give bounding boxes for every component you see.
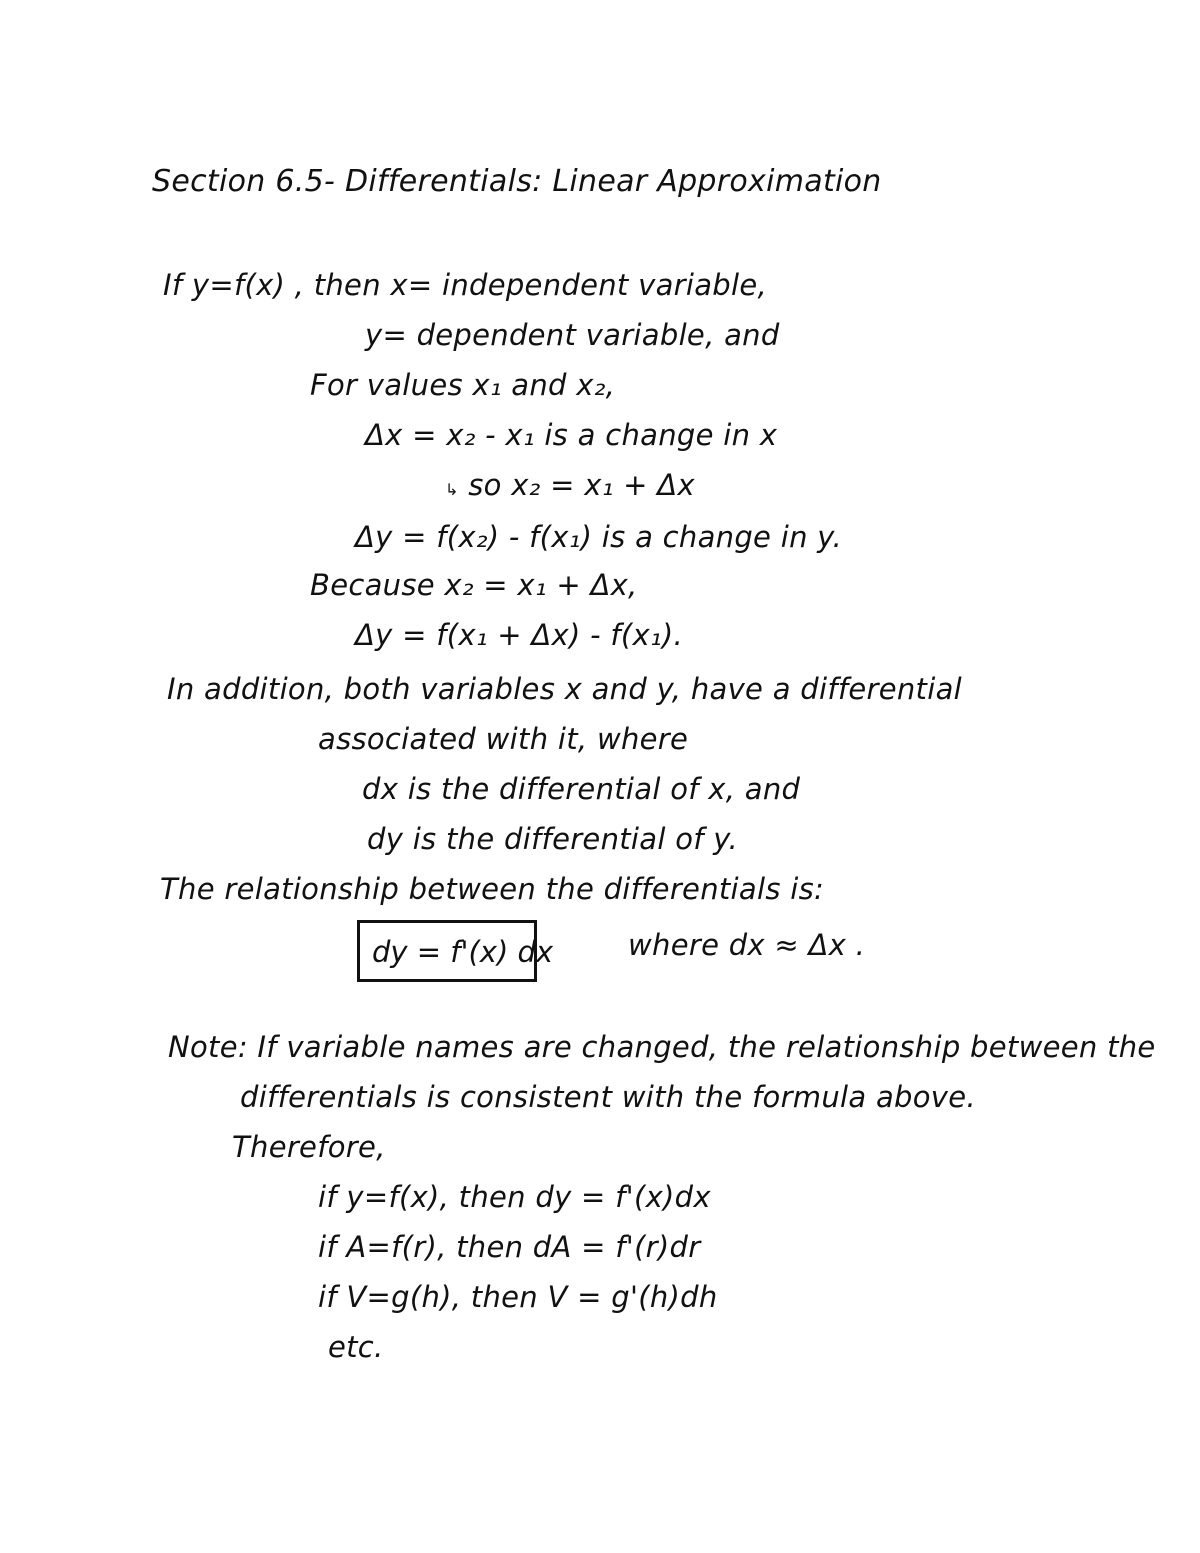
relationship-intro: The relationship between the differentials is: — [160, 872, 825, 906]
example-line-1: if y=f(x), then dy = f'(x)dx — [318, 1180, 711, 1214]
addition-line-2: associated with it, where — [318, 722, 689, 756]
note-line-1: Note: If variable names are changed, the relationship between the — [168, 1030, 1156, 1064]
dy-differential-line: dy is the differential of y. — [367, 822, 739, 856]
dx-differential-line: dx is the differential of x, and — [362, 772, 801, 806]
if-definition-line: If y=f(x) , then x= independent variable, — [163, 268, 768, 302]
boxed-formula — [357, 920, 554, 982]
dependent-variable-line: y= dependent variable, and — [365, 318, 780, 352]
formula-text: dy = f'(x) dx — [372, 935, 554, 969]
because-line: Because x₂ = x₁ + Δx, — [310, 568, 638, 602]
delta-x-line: Δx = x₂ - x₁ is a change in x — [365, 418, 778, 452]
so-line — [445, 468, 695, 507]
section-title: Section 6.5- Differentials: Linear Approximation — [152, 164, 882, 199]
delta-y-expanded-line: Δy = f(x₁ + Δx) - f(x₁). — [355, 618, 684, 652]
etc-line: etc. — [328, 1330, 384, 1364]
where-dx-line: where dx ≈ Δx . — [628, 928, 866, 962]
example-line-2: if A=f(r), then dA = f'(r)dr — [318, 1230, 701, 1264]
note-line-2: differentials is consistent with the formula above. — [240, 1080, 976, 1114]
delta-y-line: Δy = f(x₂) - f(x₁) is a change in y. — [355, 520, 843, 554]
addition-line-1: In addition, both variables x and y, have a differential — [167, 672, 963, 706]
for-values-line: For values x₁ and x₂, — [310, 368, 616, 402]
example-line-3: if V=g(h), then V = g'(h)dh — [318, 1280, 718, 1314]
so-line-text: so x₂ = x₁ + Δx — [468, 468, 695, 502]
arrow-icon: ↳ — [445, 480, 459, 499]
therefore-line: Therefore, — [232, 1130, 386, 1164]
